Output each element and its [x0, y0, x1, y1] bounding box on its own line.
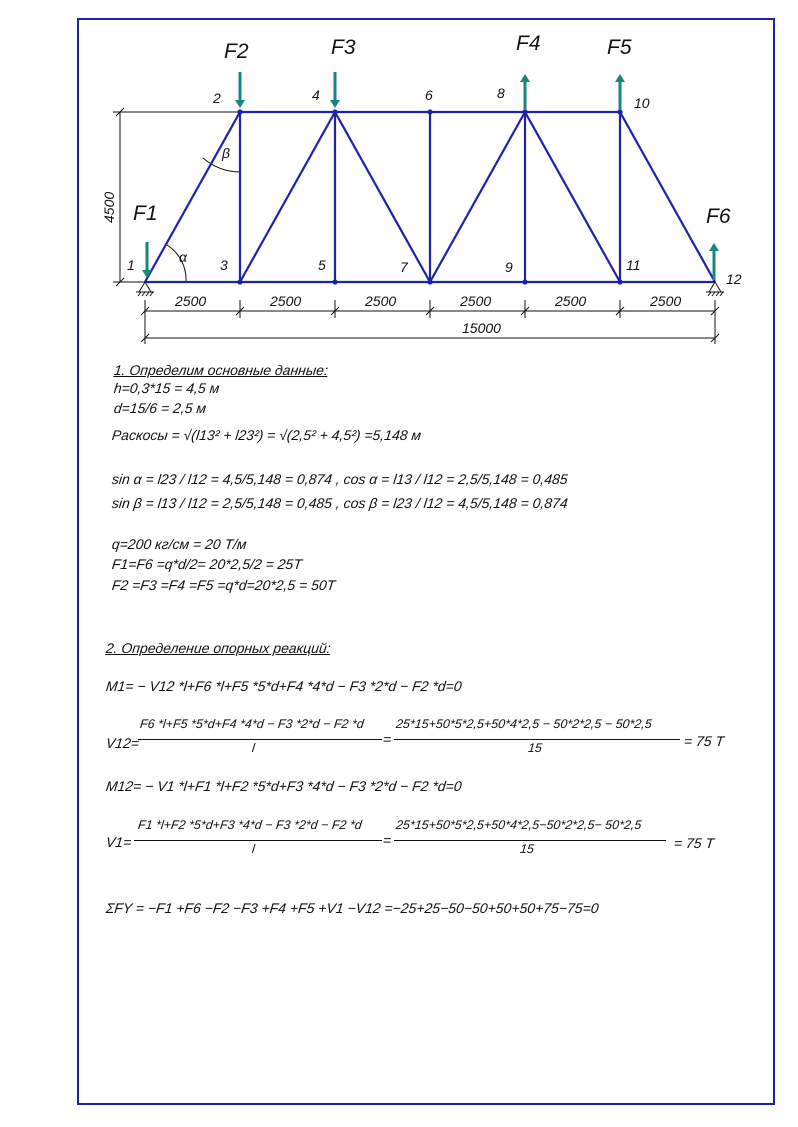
moment-m12-equation: M12= − V1 *l+F1 *l+F2 *5*d+F3 *4*d − F3 *2*d − F2 *d=0: [105, 778, 463, 794]
node-label-11: 11: [626, 257, 641, 273]
node-label-1: 1: [127, 257, 135, 273]
panel-calc: d=15/6 = 2,5 м: [113, 400, 207, 416]
node-label-7: 7: [400, 259, 408, 275]
node-label-2: 2: [213, 90, 221, 106]
v12-numerator-symbolic: F6 *l+F5 *5*d+F4 *4*d − F3 *2*d − F2 *d: [139, 717, 365, 731]
section1-heading: 1. Определим основные данные:: [113, 362, 329, 378]
label-f2: F2: [224, 40, 249, 63]
section2-heading: 2. Определение опорных реакций:: [105, 640, 332, 656]
total-length-label: 15000: [462, 320, 501, 336]
node-label-9: 9: [505, 259, 513, 275]
left-support-icon: [136, 282, 154, 296]
moment-m1-equation: M1= − V12 *l+F6 *l+F5 *5*d+F4 *4*d − F3 *2*d − F2 *d=0: [105, 678, 463, 694]
label-f4: F4: [516, 32, 541, 55]
v1-result: = 75 T: [673, 835, 715, 851]
load-calc: q=200 кг/см = 20 Т/м: [111, 536, 248, 552]
node-label-4: 4: [312, 87, 320, 103]
f2-calc: F2 =F3 =F4 =F5 =q*d=20*2,5 = 50T: [111, 577, 337, 593]
v1-fraction-bar-2: [394, 840, 666, 841]
v12-fraction-bar-1: [138, 739, 382, 740]
span-label-6: 2500: [650, 293, 682, 309]
label-f3: F3: [331, 36, 356, 59]
member-7-8: [430, 112, 525, 282]
v12-numerator-values: 25*15+50*5*2,5+50*4*2,5 − 50*2*2,5 − 50*2,5: [395, 717, 653, 731]
sin-beta-calc: sin β = l13 / l12 = 2,5/5,148 = 0,485 , cos β = l23 / l12 = 4,5/5,148 = 0,874: [111, 495, 569, 511]
f1-calc: F1=F6 =q*d/2= 20*2,5/2 = 25T: [111, 556, 303, 572]
member-8-11: [525, 112, 620, 282]
v1-lhs: V1=: [105, 834, 133, 850]
v12-lhs: V12=: [105, 735, 140, 751]
node-label-5: 5: [318, 257, 326, 273]
v12-fraction-bar-2: [394, 739, 680, 740]
node-label-6: 6: [425, 87, 433, 103]
v1-equals: =: [382, 832, 393, 848]
span-label-2: 2500: [270, 293, 302, 309]
span-label-4: 2500: [460, 293, 492, 309]
v1-fraction-bar-1: [134, 840, 382, 841]
node-label-3: 3: [220, 257, 228, 273]
angle-beta-label: β: [222, 145, 230, 161]
member-4-7: [335, 112, 430, 282]
v12-result: = 75 T: [683, 733, 725, 749]
label-f6: F6: [706, 205, 731, 228]
span-label-5: 2500: [555, 293, 587, 309]
v12-denominator-values: 15: [527, 741, 543, 755]
node-label-12: 12: [726, 271, 742, 287]
span-label-3: 2500: [365, 293, 397, 309]
braces-calc: Раскосы = √(l13² + l23²) = √(2,5² + 4,5²) =5,148 м: [111, 427, 423, 443]
sin-alpha-calc: sin α = l23 / l12 = 4,5/5,148 = 0,874 , cos α = l13 / l12 = 2,5/5,148 = 0,485: [111, 471, 569, 487]
height-dimension-label: 4500: [101, 191, 117, 223]
node-label-10: 10: [634, 95, 650, 111]
right-support-icon: [706, 282, 724, 296]
span-label-1: 2500: [175, 293, 207, 309]
label-f5: F5: [607, 36, 632, 59]
v1-denominator-values: 15: [519, 842, 535, 856]
v1-numerator-values: 25*15+50*5*2,5+50*4*2,5−50*2*2,5− 50*2,5: [395, 818, 643, 832]
height-calc: h=0,3*15 = 4,5 м: [113, 380, 221, 396]
v1-numerator-symbolic: F1 *l+F2 *5*d+F3 *4*d − F3 *2*d − F2 *d: [137, 818, 363, 832]
angle-alpha-label: α: [179, 249, 187, 265]
v12-denominator-symbolic: l: [251, 741, 256, 755]
vertical-force-sum-check: ΣFY = −F1 +F6 −F2 −F3 +F4 +F5 +V1 −V12 =−25+25−50−50+50+50+75−75=0: [105, 900, 600, 916]
node-label-8: 8: [497, 85, 505, 101]
v12-equals: =: [382, 731, 393, 747]
label-f1: F1: [133, 202, 158, 225]
v1-denominator-symbolic: l: [251, 842, 256, 856]
